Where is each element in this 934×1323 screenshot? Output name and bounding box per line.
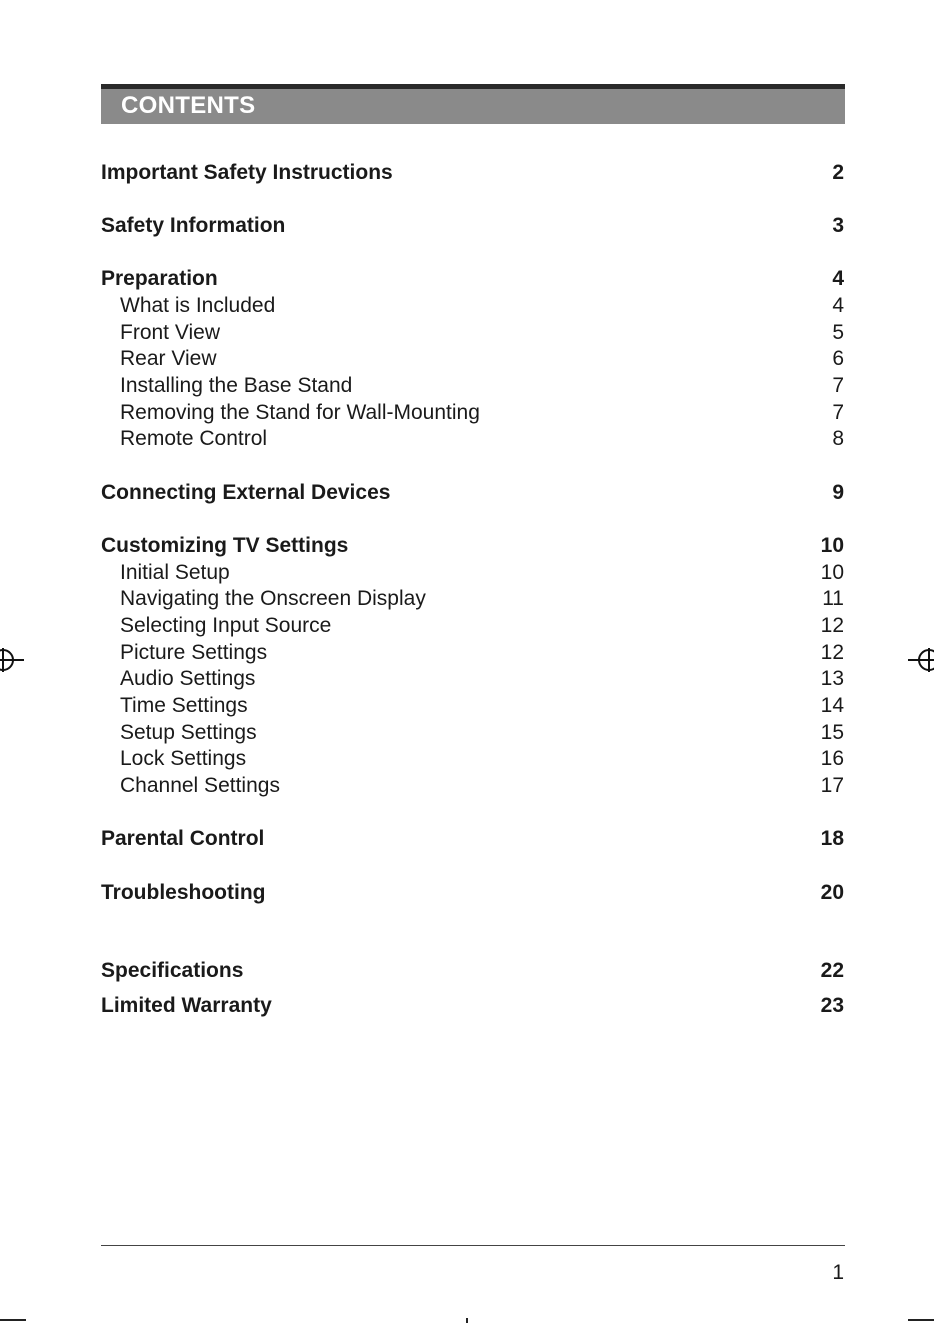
toc-entry-page: 17 <box>820 774 844 797</box>
toc-entry-page: 13 <box>820 667 844 690</box>
toc-entry <box>101 213 845 239</box>
registration-mark-icon <box>0 645 24 675</box>
toc-entry <box>101 160 845 186</box>
toc-entry <box>101 400 845 426</box>
toc-entry-title: Safety Information <box>101 214 286 237</box>
toc-entry-page: 22 <box>820 959 844 982</box>
toc-entry-page: 14 <box>820 694 844 717</box>
toc-entry <box>101 746 845 772</box>
toc-entry-page: 7 <box>832 401 844 424</box>
toc-entry <box>101 426 845 452</box>
crop-mark-icon <box>0 1319 26 1321</box>
toc-entry-page: 15 <box>820 721 844 744</box>
toc-entry-title: Installing the Base Stand <box>120 374 353 397</box>
toc-entry-title: Picture Settings <box>120 641 268 664</box>
toc-entry-page: 20 <box>820 881 844 904</box>
toc-entry-title: Lock Settings <box>120 747 247 770</box>
registration-mark-icon <box>908 645 934 675</box>
toc-entry-page: 3 <box>832 214 844 237</box>
toc-entry-title: Removing the Stand for Wall-Mounting <box>120 401 480 424</box>
toc-entry-title: Customizing TV Settings <box>101 534 349 557</box>
toc-entry <box>101 880 845 906</box>
toc-entry-page: 11 <box>822 587 844 610</box>
toc-entry <box>101 533 845 559</box>
toc-entry-page: 10 <box>820 561 844 584</box>
toc-entry-title: What is Included <box>120 294 276 317</box>
toc-entry-page: 18 <box>820 827 844 850</box>
toc-entry-title: Front View <box>120 321 220 344</box>
toc-entry-title: Navigating the Onscreen Display <box>120 587 426 610</box>
toc-entry-title: Preparation <box>101 267 218 290</box>
toc-entry-page: 12 <box>820 614 844 637</box>
toc-entry-title: Audio Settings <box>120 667 256 690</box>
toc-entry <box>101 480 845 506</box>
toc-entry-page: 6 <box>832 347 844 370</box>
toc-entry-page: 7 <box>832 374 844 397</box>
toc-entry <box>101 320 845 346</box>
toc-entry-page: 9 <box>832 481 844 504</box>
toc-entry <box>101 666 845 692</box>
toc-entry-title: Limited Warranty <box>101 994 272 1017</box>
toc-entry-title: Remote Control <box>120 427 268 450</box>
toc-entry-title: Rear View <box>120 347 217 370</box>
toc-entry <box>101 560 845 586</box>
toc-entry <box>101 720 845 746</box>
toc-entry-title: Parental Control <box>101 827 265 850</box>
toc-entry-page: 2 <box>832 161 844 184</box>
toc-entry-title: Specifications <box>101 959 244 982</box>
toc-entry-title: Troubleshooting <box>101 881 266 904</box>
toc-entry <box>101 693 845 719</box>
toc-entry <box>101 773 845 799</box>
footer-divider <box>101 1245 845 1246</box>
crop-mark-icon <box>466 1318 468 1323</box>
toc-entry <box>101 586 845 612</box>
toc-entry <box>101 613 845 639</box>
toc-entry-title: Channel Settings <box>120 774 280 797</box>
toc-entry <box>101 640 845 666</box>
toc-entry-page: 8 <box>832 427 844 450</box>
toc-entry <box>101 958 845 984</box>
toc-entry-page: 10 <box>820 534 844 557</box>
toc-entry-page: 5 <box>832 321 844 344</box>
toc-entry-page: 23 <box>820 994 844 1017</box>
contents-header-bar <box>101 84 845 124</box>
toc-entry-title: Important Safety Instructions <box>101 161 393 184</box>
toc-entry-page: 4 <box>832 294 844 317</box>
toc-entry-page: 4 <box>832 267 844 290</box>
toc-entry <box>101 293 845 319</box>
toc-entry-title: Setup Settings <box>120 721 257 744</box>
toc-entry <box>101 826 845 852</box>
toc-entry <box>101 993 845 1019</box>
toc-entry-title: Time Settings <box>120 694 248 717</box>
toc-entry-page: 12 <box>820 641 844 664</box>
footer-page-number: 1 <box>832 1261 844 1284</box>
toc-entry <box>101 373 845 399</box>
toc-entry <box>101 346 845 372</box>
toc-entry <box>101 266 845 292</box>
crop-mark-icon <box>908 1319 934 1321</box>
toc-entry-title: Selecting Input Source <box>120 614 332 637</box>
page-title: CONTENTS <box>121 92 256 119</box>
toc-entry-title: Initial Setup <box>120 561 230 584</box>
toc-entry-title: Connecting External Devices <box>101 481 391 504</box>
toc-entry-page: 16 <box>820 747 844 770</box>
